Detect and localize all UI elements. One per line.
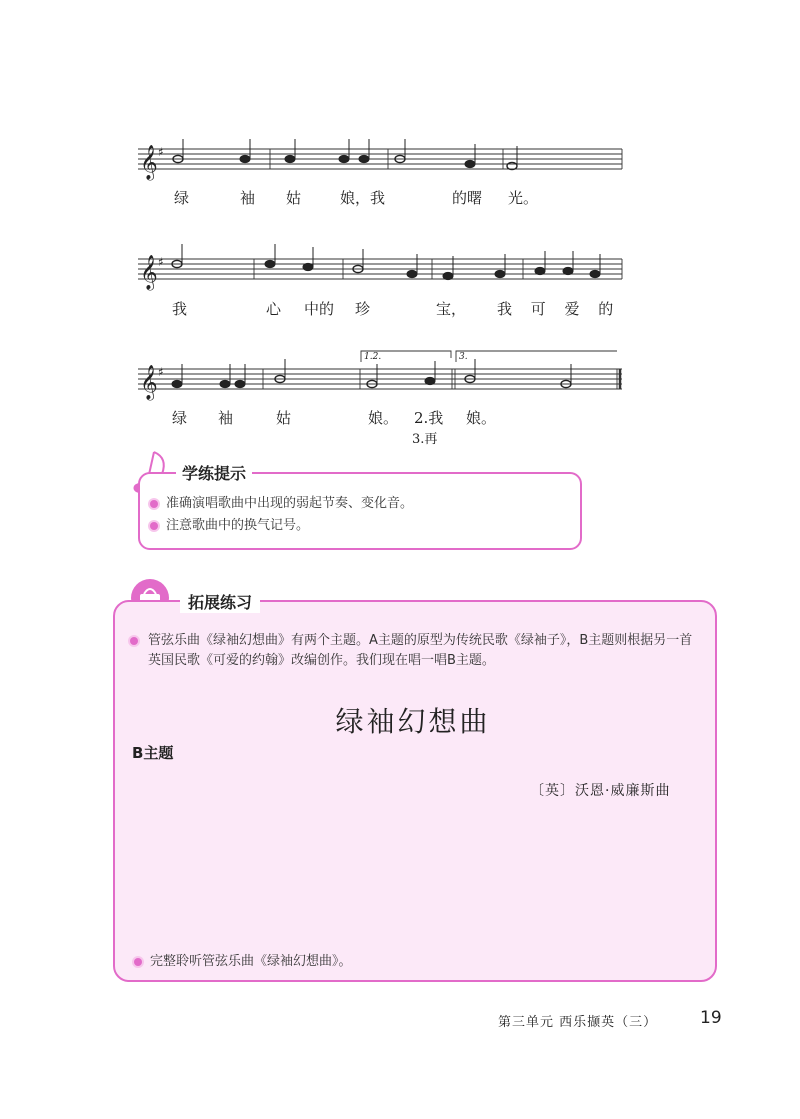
- lyric-1-3: 姑: [286, 189, 302, 207]
- lyric-3-1: 绿: [172, 409, 188, 427]
- treble-clef-2: 𝄞: [140, 255, 158, 290]
- bullet-icon: [130, 637, 138, 645]
- svg-text:♯: ♯: [158, 365, 164, 379]
- footer-unit: 第三单元 西乐撷英（三）: [498, 1015, 658, 1030]
- theme-label: B主题: [132, 744, 174, 762]
- lyric-3-4: 娘。: [368, 409, 399, 427]
- bullet-icon: [150, 500, 158, 508]
- hint-item-2: 注意歌曲中的换气记号。: [150, 514, 309, 533]
- hint-item-1: 准确演唱歌曲中出现的弱起节奏、变化音。: [150, 492, 413, 511]
- page-number: 19: [700, 1008, 722, 1028]
- lyric-2-1: 我: [172, 300, 188, 318]
- staff-line-group-2: [138, 259, 622, 279]
- lyric-1-1: 绿: [174, 189, 190, 207]
- lyric-2-3: 中的: [304, 300, 335, 318]
- bullet-icon: [150, 522, 158, 530]
- piece-title: 绿袖幻想曲: [335, 705, 491, 738]
- lyric-1-6: 光。: [508, 189, 539, 207]
- staff-line-group-1: [138, 149, 622, 169]
- lyric-3-3: 姑: [276, 409, 292, 427]
- extension-intro: 管弦乐曲《绿袖幻想曲》有两个主题。A主题的原型为传统民歌《绿袖子》，B主题则根据另一首英国民歌《可爱的约翰》改编创作。我们现在唱一唱B主题。: [148, 633, 693, 668]
- bullet-icon: [134, 958, 142, 966]
- lyric-2-2: 心: [266, 300, 282, 318]
- composer-credit: 〔英〕沃恩·威廉斯曲: [530, 783, 671, 799]
- lyric-1-2: 袖: [240, 189, 256, 207]
- svg-text:♯: ♯: [158, 145, 164, 159]
- lyric-3-6: 娘。: [466, 409, 497, 427]
- svg-text:♯: ♯: [158, 255, 164, 269]
- hint-title: 学练提示: [176, 461, 252, 484]
- volta-2-label: 3.: [459, 352, 468, 362]
- treble-clef-3: 𝄞: [140, 365, 158, 400]
- treble-clef-1: 𝄞: [140, 145, 158, 180]
- lyric-1-5: 的曙: [452, 189, 483, 207]
- lyric-1-4: 娘，我: [340, 189, 386, 207]
- lyric-2-5: 宝，: [436, 300, 467, 318]
- lyric-3-5: 2.我: [414, 409, 444, 427]
- extension-title: 拓展练习: [180, 590, 260, 613]
- listen-instruction: 完整聆听管弦乐曲《绿袖幻想曲》。: [134, 950, 352, 969]
- volta-1-label: 1.2.: [364, 352, 382, 362]
- lyric-2-6: 我 可 爱 的: [497, 300, 614, 318]
- lyric-3-alt: 3.再: [412, 432, 438, 447]
- lyric-2-4: 珍: [355, 300, 371, 318]
- lyric-3-2: 袖: [218, 409, 234, 427]
